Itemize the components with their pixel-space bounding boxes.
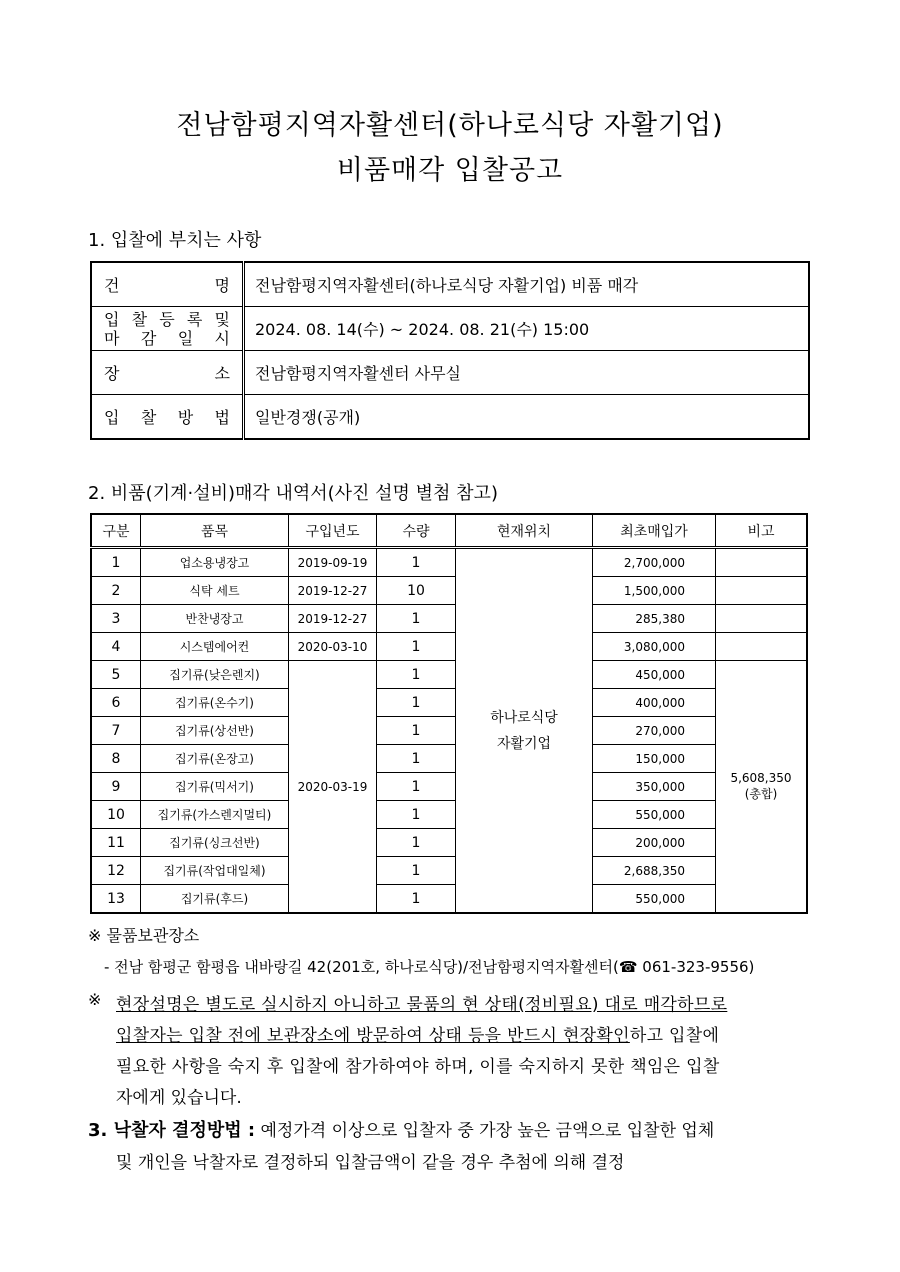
- item-year-merged: 2020-03-19: [289, 661, 377, 914]
- info-row-period: [91, 307, 809, 351]
- caution-line2-underlined: 입찰자는 입찰 전에 보관장소에 방문하여 상태 등을 반드시 현장확인: [116, 1026, 630, 1046]
- item-no: 3: [91, 605, 141, 633]
- item-qty: 1: [377, 857, 456, 885]
- storage-title: ※ 물품보관장소: [88, 926, 200, 945]
- info-label: 장 소: [91, 351, 244, 395]
- item-year: 2019-12-27: [289, 577, 377, 605]
- info-label: 입 찰 방 법: [91, 395, 244, 440]
- item-no: 11: [91, 829, 141, 857]
- item-qty: 1: [377, 801, 456, 829]
- section3-line2: 및 개인을 낙찰자로 결정하되 입찰금액이 같을 경우 추첨에 의해 결정: [116, 1153, 625, 1173]
- col-header: 현재위치: [456, 514, 593, 548]
- table-row: [91, 605, 807, 633]
- location-line1: 하나로식당: [490, 709, 558, 726]
- caution-line4: 자에게 있습니다.: [116, 1088, 242, 1108]
- table-row: [91, 801, 807, 829]
- item-price: 285,380: [593, 605, 716, 633]
- caution-mark: ※: [88, 990, 102, 1009]
- item-name: 집기류(상선반): [141, 717, 289, 745]
- item-price: 200,000: [593, 829, 716, 857]
- item-qty: 1: [377, 829, 456, 857]
- item-no: 5: [91, 661, 141, 689]
- remark-line1: 5,608,350: [730, 771, 792, 785]
- section2-heading: 2. 비품(기계·설비)매각 내역서(사진 설명 별첨 참고): [88, 483, 498, 504]
- item-qty: 1: [377, 548, 456, 577]
- item-qty: 1: [377, 633, 456, 661]
- item-price: 350,000: [593, 773, 716, 801]
- item-year: 2019-09-19: [289, 548, 377, 577]
- table-row: [91, 885, 807, 914]
- remark-line2: (총합): [744, 787, 778, 801]
- item-remark-merged: [716, 661, 808, 914]
- table-row: [91, 745, 807, 773]
- info-label: 건 명: [91, 262, 244, 307]
- col-header: 최초매입가: [593, 514, 716, 548]
- item-name: 반찬냉장고: [141, 605, 289, 633]
- item-year: 2019-12-27: [289, 605, 377, 633]
- item-no: 13: [91, 885, 141, 914]
- item-qty: 10: [377, 577, 456, 605]
- bid-info-table: [90, 261, 810, 440]
- item-price: 1,500,000: [593, 577, 716, 605]
- item-no: 4: [91, 633, 141, 661]
- item-name: 집기류(믹서기): [141, 773, 289, 801]
- info-value-period: 2024. 08. 14(수) ~ 2024. 08. 21(수) 15:00: [244, 307, 810, 351]
- info-row-method: [91, 395, 809, 440]
- section1-heading: 1. 입찰에 부치는 사항: [88, 230, 262, 251]
- table-row: [91, 829, 807, 857]
- item-name: 집기류(가스렌지멀티): [141, 801, 289, 829]
- col-header: 구분: [91, 514, 141, 548]
- item-price: 2,700,000: [593, 548, 716, 577]
- item-name: 집기류(후드): [141, 885, 289, 914]
- item-no: 12: [91, 857, 141, 885]
- item-price: 550,000: [593, 885, 716, 914]
- item-qty: 1: [377, 773, 456, 801]
- item-no: 7: [91, 717, 141, 745]
- item-qty: 1: [377, 689, 456, 717]
- item-price: 150,000: [593, 745, 716, 773]
- col-header: 수량: [377, 514, 456, 548]
- item-remark: [716, 605, 808, 633]
- item-qty: 1: [377, 605, 456, 633]
- table-row: [91, 661, 807, 689]
- items-table: [90, 513, 808, 914]
- item-year: 2020-03-10: [289, 633, 377, 661]
- item-remark: [716, 548, 808, 577]
- item-no: 8: [91, 745, 141, 773]
- item-name: 업소용냉장고: [141, 548, 289, 577]
- items-header-row: [91, 514, 807, 548]
- item-qty: 1: [377, 885, 456, 914]
- item-no: 6: [91, 689, 141, 717]
- info-label: 입 찰 등 록 및 마 감 일 시: [91, 307, 244, 351]
- item-no: 9: [91, 773, 141, 801]
- item-name: 집기류(온수기): [141, 689, 289, 717]
- info-row-place: [91, 351, 809, 395]
- table-row: [91, 689, 807, 717]
- table-row: [91, 717, 807, 745]
- caution-line2-rest: 하고 입찰에: [629, 1026, 720, 1046]
- item-price: 270,000: [593, 717, 716, 745]
- item-price: 3,080,000: [593, 633, 716, 661]
- storage-address: - 전남 함평군 함평읍 내바랑길 42(201호, 하나로식당)/전남함평지역자활센터(☎ 061-323-9556): [104, 958, 755, 976]
- table-row: [91, 633, 807, 661]
- item-no: 2: [91, 577, 141, 605]
- item-qty: 1: [377, 745, 456, 773]
- caution-line1: 현장설명은 별도로 실시하지 아니하고 물품의 현 상태(정비필요) 대로 매각하므로: [116, 995, 728, 1015]
- item-no: 10: [91, 801, 141, 829]
- section3-text1: 예정가격 이상으로 입찰자 중 가장 높은 금액으로 입찰한 업체: [260, 1121, 715, 1141]
- table-row: [91, 857, 807, 885]
- caution-line3: 필요한 사항을 숙지 후 입찰에 참가하여야 하며, 이를 숙지하지 못한 책임은 입찰: [116, 1057, 720, 1077]
- page-title: 전남함평지역자활센터(하나로식당 자활기업): [176, 110, 724, 141]
- item-price: 2,688,350: [593, 857, 716, 885]
- item-name: 집기류(작업대일체): [141, 857, 289, 885]
- item-name: 집기류(싱크선반): [141, 829, 289, 857]
- table-row: [91, 548, 807, 577]
- table-row: [91, 577, 807, 605]
- item-price: 550,000: [593, 801, 716, 829]
- info-value-name: 전남함평지역자활센터(하나로식당 자활기업) 비품 매각: [244, 262, 810, 307]
- item-price: 400,000: [593, 689, 716, 717]
- section3-heading: 3. 낙찰자 결정방법 :: [88, 1120, 256, 1141]
- item-qty: 1: [377, 717, 456, 745]
- item-remark: [716, 633, 808, 661]
- item-no: 1: [91, 548, 141, 577]
- col-header: 구입년도: [289, 514, 377, 548]
- table-row: [91, 773, 807, 801]
- item-qty: 1: [377, 661, 456, 689]
- col-header: 비고: [716, 514, 808, 548]
- item-name: 집기류(낮은렌지): [141, 661, 289, 689]
- item-name: 집기류(온장고): [141, 745, 289, 773]
- location-line2: 자활기업: [496, 735, 552, 752]
- item-name: 시스템에어컨: [141, 633, 289, 661]
- info-value-method: 일반경쟁(공개): [244, 395, 810, 440]
- item-name: 식탁 세트: [141, 577, 289, 605]
- page-subtitle: 비품매각 입찰공고: [336, 155, 564, 186]
- item-location: [456, 548, 593, 914]
- item-remark: [716, 577, 808, 605]
- info-value-place: 전남함평지역자활센터 사무실: [244, 351, 810, 395]
- caution-line2: [116, 1021, 719, 1046]
- item-price: 450,000: [593, 661, 716, 689]
- info-row-name: [91, 262, 809, 307]
- section3-line1: [88, 1116, 714, 1142]
- col-header: 품목: [141, 514, 289, 548]
